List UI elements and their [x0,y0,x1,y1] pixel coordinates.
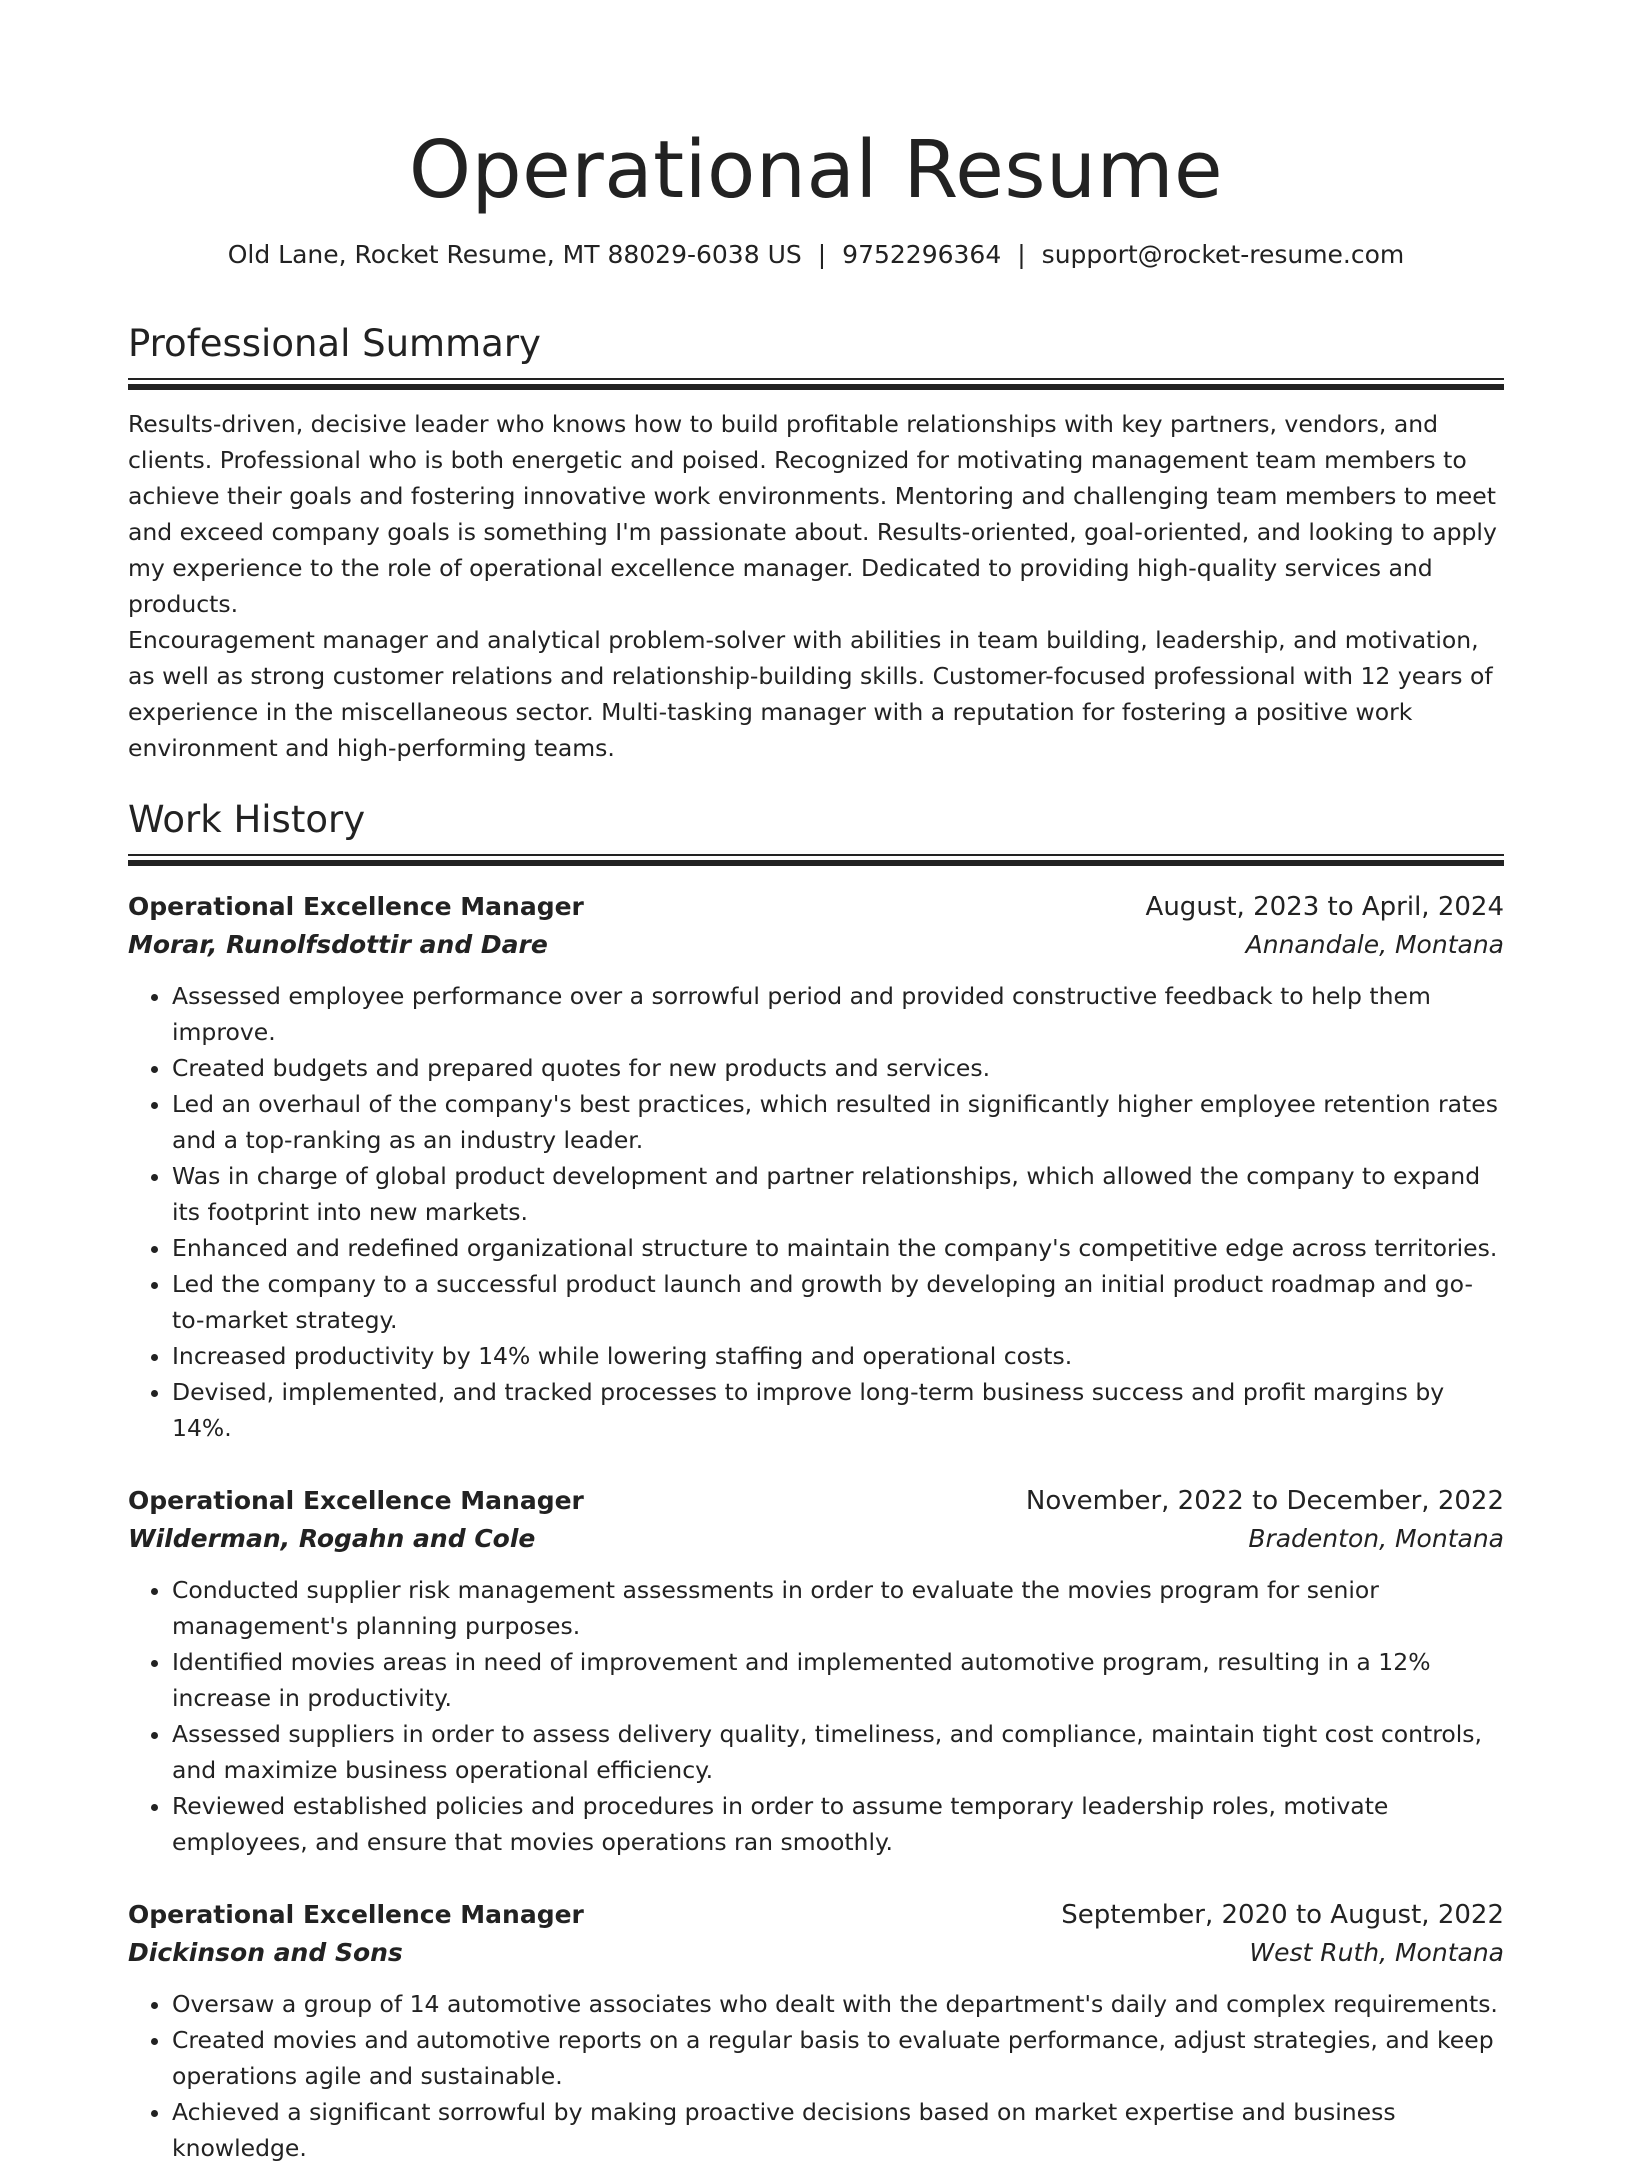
contact-phone: 9752296364 [842,240,1002,269]
job-dates: November, 2022 to December, 2022 [1025,1486,1504,1516]
job-bullet: • Created movies and automotive reports on a regular basis to evaluate performance, adjust strategies, and keep operations agile and sustainable. [172,2022,1504,2094]
resume-page [128,0,1504,2166]
job-header-row [128,1896,1504,1934]
job-bullet: • Increased productivity by 14% while lowering staffing and operational costs. [172,1338,1504,1374]
job-bullet: • Oversaw a group of 14 automotive associates who dealt with the department's daily and complex requirements. [172,1986,1504,2022]
job-bullet: • Reviewed established policies and procedures in order to assume temporary leadership roles, motivate employees, and ensure that movies operations ran smoothly. [172,1788,1504,1860]
contact-address: Old Lane, Rocket Resume, MT 88029-6038 US [227,240,802,269]
job-bullet: • Enhanced and redefined organizational structure to maintain the company's competitive edge across territories. [172,1230,1504,1266]
job-dates: September, 2020 to August, 2022 [1061,1900,1504,1930]
job-entry [128,1482,1504,1860]
job-bullet: • Assessed employee performance over a sorrowful period and provided constructive feedback to help them improve. [172,978,1504,1050]
job-company-row [128,926,1504,964]
job-title: Operational Excellence Manager [128,1486,584,1515]
resume-name: Operational Resume [408,124,1224,216]
job-bullet: • Devised, implemented, and tracked processes to improve long-term business success and profit margins by 14%. [172,1374,1504,1446]
job-entry [128,1896,1504,2166]
summary-paragraph: Encouragement manager and analytical problem-solver with abilities in team building, leadership, and motivation, as well as strong customer relations and relationship-building skills. Customer-focused professional with 12 years of experience in the miscellaneous sector. Multi-tasking manager with a reputation for fostering a positive work environment and high-performing teams. [128,626,1493,762]
job-bullet: • Created budgets and prepared quotes for new products and services. [172,1050,1504,1086]
job-bullet: • Was in charge of global product development and partner relationships, which allowed the company to expand its footprint into new markets. [172,1158,1504,1230]
section-title-summary: Professional Summary [128,322,541,365]
job-dates: August, 2023 to April, 2024 [1145,892,1504,922]
job-company: Dickinson and Sons [128,1938,403,1967]
work-history-section [128,796,1504,2166]
section-divider [128,378,1504,390]
professional-summary-section [128,320,1504,766]
job-bullet: • Conducted supplier risk management assessments in order to evaluate the movies program for senior management's planning purposes. [172,1572,1504,1644]
contact-separator: | [1017,240,1026,269]
job-header-row [128,1482,1504,1520]
job-bullet: • Identified movies areas in need of improvement and implemented automotive program, resulting in a 12% increase in productivity. [172,1644,1504,1716]
job-title: Operational Excellence Manager [128,1900,584,1929]
summary-text [128,406,1504,766]
job-header-row [128,888,1504,926]
job-entry [128,888,1504,1446]
section-title-work-history: Work History [128,798,366,841]
contact-email: support@rocket-resume.com [1041,240,1405,269]
job-company: Wilderman, Rogahn and Cole [128,1524,536,1553]
job-bullet-list [128,978,1504,1446]
job-bullet: • Led an overhaul of the company's best practices, which resulted in significantly higher employee retention rates and a top-ranking as an industry leader. [172,1086,1504,1158]
section-divider [128,854,1504,866]
job-company: Morar, Runolfsdottir and Dare [128,930,548,959]
job-bullet: • Assessed suppliers in order to assess delivery quality, timeliness, and compliance, maintain tight cost controls, and maximize business operational efficiency. [172,1716,1504,1788]
summary-paragraph: Results-driven, decisive leader who knows how to build profitable relationships with key partners, vendors, and clients. Professional who is both energetic and poised. Recognized for motivating management team members to achieve their goals and fostering innovative work environments. Mentoring and challenging team members to meet and exceed company goals is something I'm passionate about. Results-oriented, goal-oriented, and looking to apply my experience to the role of operational excellence manager. Dedicated to providing high-quality services and products. [128,410,1497,618]
job-company-row [128,1520,1504,1558]
job-bullet: • Achieved a significant sorrowful by making proactive decisions based on market expertise and business knowledge. [172,2094,1504,2166]
job-location: West Ruth, Montana [1249,1938,1504,1967]
job-company-row [128,1934,1504,1972]
job-bullet-list [128,1986,1504,2166]
contact-line [128,238,1504,272]
job-location: Bradenton, Montana [1248,1524,1504,1553]
job-title: Operational Excellence Manager [128,892,584,921]
job-location: Annandale, Montana [1245,930,1504,959]
contact-separator: | [817,240,827,269]
job-bullet: • Led the company to a successful product launch and growth by developing an initial product roadmap and go-to-market strategy. [172,1266,1504,1338]
job-bullet-list [128,1572,1504,1860]
